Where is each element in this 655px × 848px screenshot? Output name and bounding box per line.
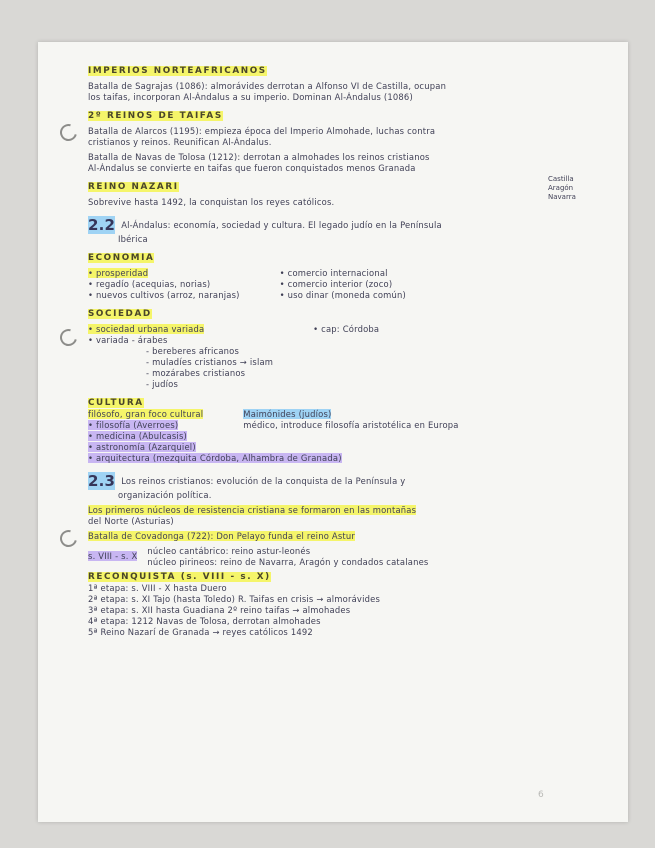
section-title: Al-Ándalus: economía, sociedad y cultura. El legado judío en la Península (121, 220, 442, 230)
note-line: 3ª etapa: s. XII hasta Guadiana 2º reino taifas → almohades (88, 605, 351, 615)
note-line: s. VIII - s. X (88, 551, 138, 561)
section-title: Los reinos cristianos: evolución de la conquista de la Península y (121, 476, 406, 486)
note-line: Batalla de Sagrajas (1086): almorávides derrotan a Alfonso VI de Castilla, ocupan (88, 81, 447, 91)
note-line: • medicina (Abulcasis) (88, 431, 187, 441)
note-line: Al-Ándalus se convierte en taifas que fueron conquistados menos Granada (88, 163, 416, 173)
note-line: núcleo cantábrico: reino astur-leonés (147, 546, 311, 556)
side-note: Castilla Aragón Navarra (548, 175, 576, 201)
handwritten-notes (88, 66, 608, 638)
note-line: cristianos y reinos. Reunifican Al-Ándalus. (88, 137, 272, 147)
note-line: • nuevos cultivos (arroz, naranjas) (88, 290, 240, 300)
heading-imperios: IMPERIOS NORTEAFRICANOS (88, 66, 267, 76)
note-line: • prosperidad (88, 268, 149, 278)
note-line: • cap: Córdoba (313, 324, 380, 334)
note-line: • sociedad urbana variada (88, 324, 205, 334)
note-line: filósofo, gran foco cultural (88, 409, 204, 419)
note-line: • filosofía (Averroes) (88, 420, 179, 430)
note-line: Sobrevive hasta 1492, la conquistan los reyes católicos. (88, 197, 335, 207)
note-line: • uso dinar (moneda común) (279, 290, 406, 300)
note-line: - bereberes africanos (146, 346, 240, 356)
heading-economia: ECONOMÍA (88, 253, 155, 263)
note-line: Los primeros núcleos de resistencia cristiana se formaron en las montañas (88, 505, 417, 515)
section-title-cont: organización política. (118, 490, 212, 500)
note-line: 2ª etapa: s. XI Tajo (hasta Toledo) R. Taifas en crisis → almorávides (88, 594, 381, 604)
binder-hole (57, 527, 80, 550)
notebook-page (38, 42, 628, 822)
note-line: • variada - árabes (88, 335, 168, 345)
note-line: • comercio interior (zoco) (279, 279, 393, 289)
note-line: los taifas, incorporan Al-Ándalus a su imperio. Dominan Al-Ándalus (1086) (88, 92, 413, 102)
note-line: núcleo pirineos: reino de Navarra, Aragón y condados catalanes (147, 557, 429, 567)
note-line: Batalla de Covadonga (722): Don Pelayo funda el reino Astur (88, 531, 356, 541)
note-line: • regadío (acequias, norias) (88, 279, 211, 289)
note-line: Batalla de Alarcos (1195): empieza época del Imperio Almohade, luchas contra (88, 126, 436, 136)
section-title-cont: Ibérica (118, 234, 148, 244)
note-line: - muladíes cristianos → islam (146, 357, 274, 367)
note-line: 1ª etapa: s. VIII - X hasta Duero (88, 583, 227, 593)
binder-hole (57, 121, 80, 144)
heading-sociedad: SOCIEDAD (88, 309, 152, 319)
note-line: - judíos (146, 379, 179, 389)
note-line: Maimónides (judíos) (243, 409, 332, 419)
note-line: del Norte (Asturias) (88, 516, 174, 526)
note-line: médico, introduce filosofía aristotélica en Europa (243, 420, 459, 430)
heading-reconquista: RECONQUISTA (s. VIII - s. X) (88, 572, 271, 582)
heading-cultura: CULTURA (88, 398, 144, 408)
note-line: 5ª Reino Nazarí de Granada → reyes católicos 1492 (88, 627, 313, 637)
note-line: - mozárabes cristianos (146, 368, 246, 378)
note-line: • arquitectura (mezquita Córdoba, Alhambra de Granada) (88, 453, 342, 463)
binder-hole (57, 326, 80, 349)
section-number-2-2: 2.2 (88, 216, 116, 234)
note-line: • astronomía (Azarquiel) (88, 442, 196, 452)
note-line: • comercio internacional (279, 268, 388, 278)
section-number-2-3: 2.3 (88, 472, 116, 490)
page-number: 6 (538, 790, 544, 800)
note-line: Batalla de Navas de Tolosa (1212): derrotan a almohades los reinos cristianos (88, 152, 430, 162)
heading-reino-nazari: REINO NAZARÍ (88, 182, 179, 192)
note-line: 4ª etapa: 1212 Navas de Tolosa, derrotan almohades (88, 616, 321, 626)
heading-reinos-taifas: 2º REINOS DE TAIFAS (88, 111, 223, 121)
